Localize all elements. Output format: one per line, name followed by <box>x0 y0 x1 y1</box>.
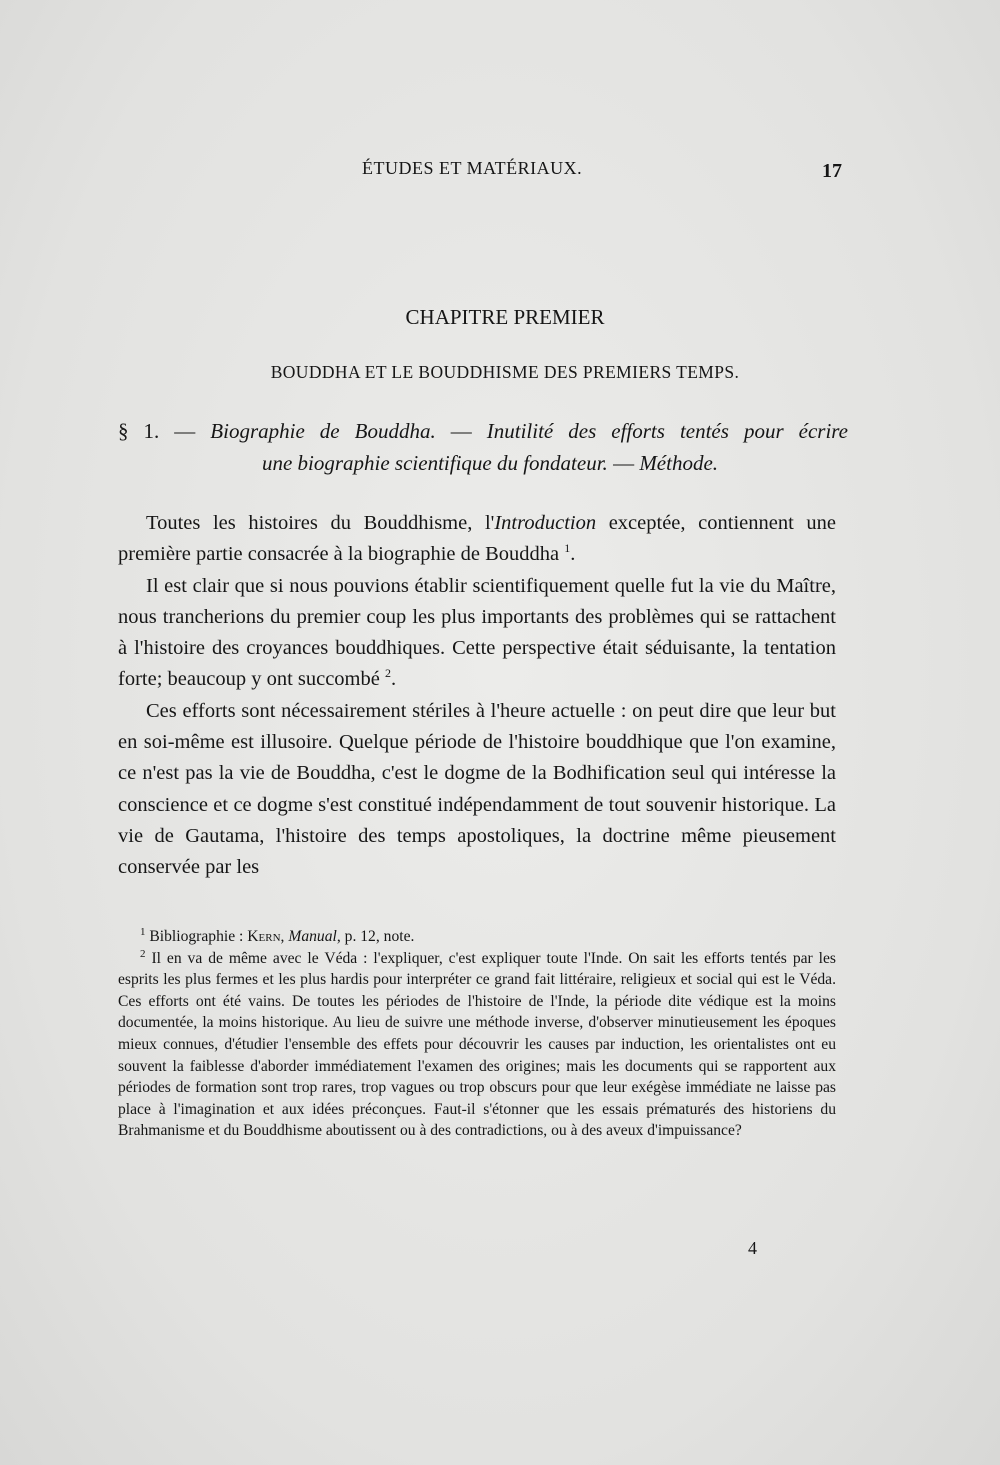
chapter-subtitle: BOUDDHA ET LE BOUDDHISME DES PREMIERS TEMPS. <box>270 362 740 382</box>
footnote-1 <box>118 926 836 948</box>
paragraph-2-end: . <box>390 668 397 691</box>
section-separator-1: — <box>435 419 487 443</box>
footnote-2 <box>118 948 836 1142</box>
paragraph-3: Ces efforts sont nécessairement stériles à l'heure actuelle : on peut dire que leur but en soi-même est illusoire. Quelque période de l'histoire bouddhique que l'on examine, ce n'est pas la vie de Bouddha, c'est le dogme de la Bodhification seul qui intéresse la conscience et ce dogme s'est constitué indépendamment de tout souvenir historique. La vie de Gautama, l'histoire des temps apostoliques, la doctrine même pieusement conservée par les <box>118 699 836 879</box>
footnote-2-number: 2 <box>140 947 146 960</box>
page-number: 17 <box>822 160 842 182</box>
section-heading-line-1 <box>118 415 848 447</box>
section-marker: § 1. — <box>118 419 211 443</box>
signature-mark: 4 <box>748 1238 757 1258</box>
footnotes <box>118 926 836 1142</box>
footnote-ref-1[interactable]: 1 <box>564 541 571 556</box>
paragraph-2 <box>118 571 836 696</box>
footnote-ref-2[interactable]: 2 <box>384 666 391 681</box>
section-heading-line-2 <box>118 447 848 479</box>
paragraph-1-end: . <box>570 543 576 566</box>
section-heading-part-3: une biographie scientifique du fondateur. <box>261 451 608 475</box>
paragraph-1-text-a: Toutes les histoires du Bouddhisme, l' <box>146 512 495 534</box>
footnote-1-text-b: , p. 12, note. <box>336 928 415 945</box>
paragraph-1-text-b: exceptée, contiennent une première partie consacrée à la biographie de Bouddha <box>118 512 836 566</box>
footnote-1-work: Manual <box>288 928 337 945</box>
paragraph-1 <box>118 508 836 571</box>
running-head: ÉTUDES ET MATÉRIAUX. <box>362 158 583 178</box>
paragraph-2-text: Il est clair que si nous pouvions établir scientifiquement quelle fut la vie du Maître, nous trancherions du premier coup les plus importants des problèmes qui se rattachent à l'histoire des croyances bouddhiques. Cette perspective était séduisante, la tentation forte; beaucoup y ont succombé <box>118 574 836 691</box>
footnote-1-author: Kern <box>247 928 281 945</box>
footnote-2-text: Il en va de même avec le Véda : l'expliquer, c'est expliquer toute l'Inde. On sait les efforts tentés par les esprits les plus fermes et les plus hardis pour interpréter ce grand fait littéraire, religieux et social qui est le Véda. Ces efforts ont été vains. De toutes les périodes de l'histoire de l'Inde, la période dite védique est la moins documentée, la moins historique. Au lieu de suivre une méthode inverse, d'observer minutieusement les époques mieux connues, d'étudier l'ensemble des effets pour découvrir les causes par induction, les orientalistes ont eu souvent la faiblesse d'aborder immédiatement l'examen des origines; mais les documents qui se rapportent aux périodes de formation sont trop rares, trop vagues ou trop obscurs pour que leur exégèse immédiate ne laisse pas place à l'imagination et aux idées préconçues. Faut-il s'étonner que les essais prématurés des historiens du Brahmanisme et du Bouddhisme aboutissent ou à des contradictions, ou à des aveux d'impuissance? <box>118 949 836 1140</box>
section-separator-2: — <box>607 451 640 475</box>
section-heading-part-1: Biographie de Bouddha. <box>210 419 436 443</box>
footnote-1-number: 1 <box>140 925 146 938</box>
footnote-1-comma: , <box>280 928 289 945</box>
section-heading-part-4: Méthode. <box>639 451 719 475</box>
body-text <box>118 508 836 884</box>
introduction-title: Introduction <box>494 512 597 534</box>
section-heading <box>118 415 848 479</box>
section-heading-part-2: Inutilité des efforts tentés pour écrire <box>486 419 848 443</box>
footnote-1-text-a: Bibliographie : <box>145 928 248 945</box>
chapter-title: CHAPITRE PREMIER <box>405 305 605 329</box>
